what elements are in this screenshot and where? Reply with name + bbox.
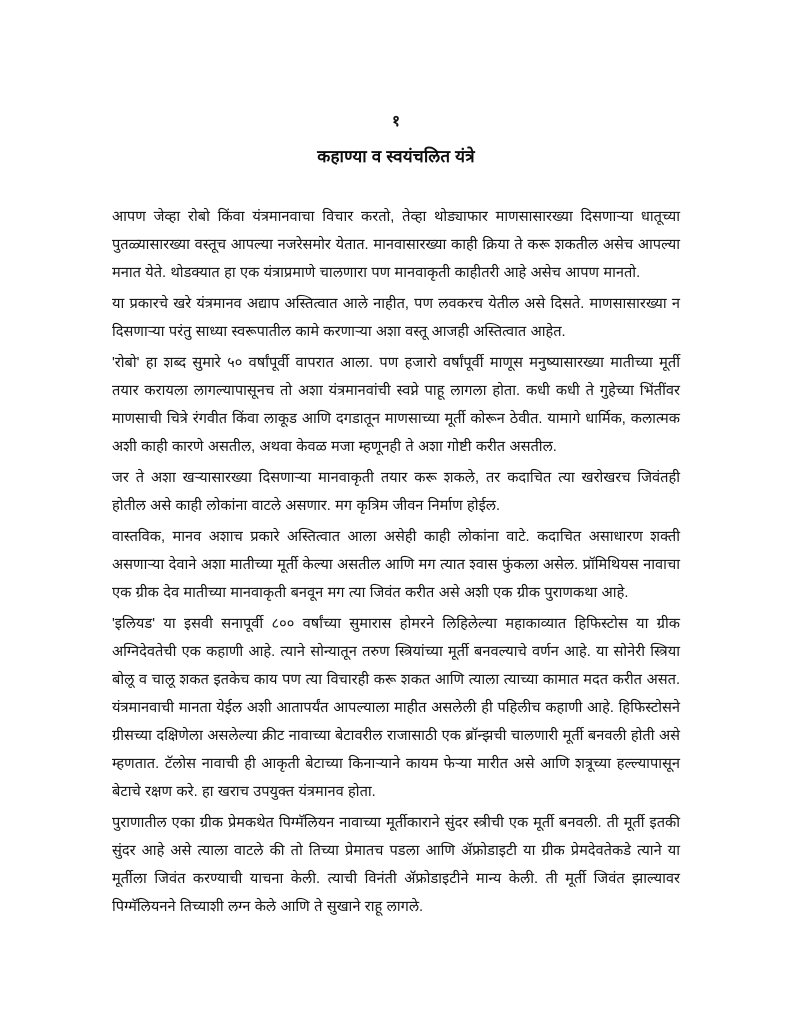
paragraph: आपण जेव्हा रोबो किंवा यंत्रमानवाचा विचार करतो, तेव्हा थोड्याफार माणसासारख्या दिसणाऱ्या धातूच्या पुतळ्यासारख्या वस्तूच आपल्या नजरेसमोर येतात. मानवासारख्या काही क्रिया ते करू शकतील असेच आपल्या मनात येते. थोडक्यात हा एक यंत्राप्रमाणे चालणारा पण मानवाकृती काहीतरी आहे असेच आपण मानतो. — [112, 208, 680, 281]
page-number: १ — [391, 113, 401, 130]
paragraph: वास्तविक, मानव अशाच प्रकारे अस्तित्वात आला असेही काही लोकांना वाटे. कदाचित असाधारण शक्ती असणाऱ्या देवाने अशा मातीच्या मूर्ती केल्या असतील आणि मग त्यात श्वास फुंकला असेल. प्रॉमिथियस नावाचा एक ग्रीक देव मातीच्या मानवाकृती बनवून मग त्या जिवंत करीत असे अशी एक ग्रीक पुराणकथा आहे. — [112, 528, 680, 601]
body-text — [112, 203, 680, 921]
paragraph: या प्रकारचे खरे यंत्रमानव अद्याप अस्तित्वात आले नाहीत, पण लवकरच येतील असे दिसते. माणसासारख्या न दिसणाऱ्या परंतु साध्या स्वरूपातील कामे करणाऱ्या अशा वस्तू आजही अस्तित्वात आहेत. — [112, 295, 680, 340]
paragraph: 'रोबो' हा शब्द सुमारे ५० वर्षांपूर्वी वापरात आला. पण हजारो वर्षांपूर्वी माणूस मनुष्यासारख्या मातीच्या मूर्ती तयार करायला लागल्यापासूनच तो अशा यंत्रमानवांची स्वप्ने पाहू लागला होता. कधी कधी ते गुहेच्या भिंतींवर माणसाची चित्रे रंगवीत किंवा लाकूड आणि दगडातून माणसाच्या मूर्ती कोरून ठेवीत. यामागे धार्मिक, कलात्मक अशी काही कारणे असतील, अथवा केवळ मजा म्हणूनही ते अशा गोष्टी करीत असतील. — [112, 354, 680, 455]
page-content-area — [112, 112, 680, 924]
chapter-heading-block — [112, 112, 680, 169]
chapter-title: कहाण्या व स्वयंचलित यंत्रे — [317, 146, 475, 166]
paragraph: 'इलियड' या इसवी सनापूर्वी ८०० वर्षांच्या सुमारास होमरने लिहिलेल्या महाकाव्यात हिफिस्टोस या ग्रीक अग्निदेवतेची एक कहाणी आहे. त्याने सोन्यातून तरुण स्त्रियांच्या मूर्ती बनवल्याचे वर्णन आहे. या सोनेरी स्त्रिया बोलू व चालू शकत इतकेच काय पण त्या विचारही करू शकत आणि त्याला त्याच्या कामात मदत करीत असत. यंत्रमानवाची मानता येईल अशी आतापर्यंत आपल्याला माहीत असलेली ही पहिलीच कहाणी आहे. हिफिस्टोसने ग्रीसच्या दक्षिणेला असलेल्या क्रीट नावाच्या बेटावरील राजासाठी एक ब्रॉन्झची चालणारी मूर्ती बनवली होती असे म्हणतात. टॅलोस नावाची ही आकृती बेटाच्या किनाऱ्याने कायम फेऱ्या मारीत असे आणि शत्रूच्या हल्ल्यापासून बेटाचे रक्षण करे. हा खराच उपयुक्त यंत्रमानव होता. — [112, 615, 680, 800]
paragraph: जर ते अशा खऱ्यासारख्या दिसणाऱ्या मानवाकृती तयार करू शकले, तर कदाचित त्या खरोखरच जिवंतही होतील असे काही लोकांना वाटले असणार. मग कृत्रिम जीवन निर्माण होईल. — [112, 469, 680, 514]
paragraph: पुराणातील एका ग्रीक प्रेमकथेत पिग्मॅलियन नावाच्या मूर्तीकाराने सुंदर स्त्रीची एक मूर्ती बनवली. ती मूर्ती इतकी सुंदर आहे असे त्याला वाटले की तो तिच्या प्रेमातच पडला आणि ॲफ्रोडाइटी या ग्रीक प्रेमदेवतेकडे त्याने या मूर्तीला जिवंत करण्याची याचना केली. त्याची विनंती ॲफ्रोडाइटीने मान्य केली. ती मूर्ती जिवंत झाल्यावर पिग्मॅलियनने तिच्याशी लग्न केले आणि ते सुखाने राहू लागले. — [112, 814, 680, 915]
